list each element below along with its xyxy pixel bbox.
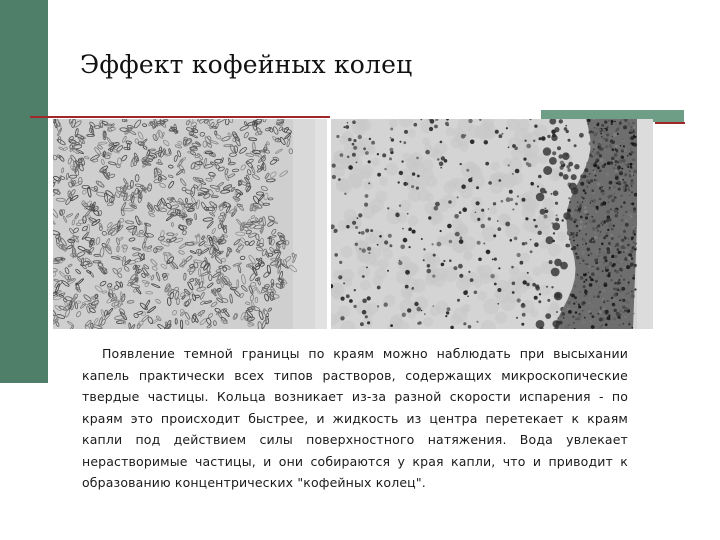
microscopy-particles-icon bbox=[53, 119, 327, 329]
slide-caption: Появление темной границы по краям можно наблюдать при высыхании капель практически всех типов растворов, содержащих микроскопические твердые частицы. Кольца возникает из-за разной скорости испарения - по краям это происходит быстрее, и жидкость из центра перетекает к краям капли под действием силы поверхностного натяжения. Вода увлекает нерастворимые частицы, и они собираются у края капли, что и приводит к образованию концентрических "кофейных колец". bbox=[82, 346, 628, 490]
microscopy-ring-edge-icon bbox=[331, 119, 653, 329]
slide-title: Эффект кофейных колец bbox=[80, 50, 413, 79]
micrograph-right bbox=[331, 119, 653, 329]
micrograph-left bbox=[53, 119, 327, 329]
side-decor-gap bbox=[0, 383, 48, 384]
accent-underline bbox=[655, 122, 685, 124]
side-decor-bar bbox=[0, 0, 48, 383]
title-underline bbox=[30, 116, 330, 118]
